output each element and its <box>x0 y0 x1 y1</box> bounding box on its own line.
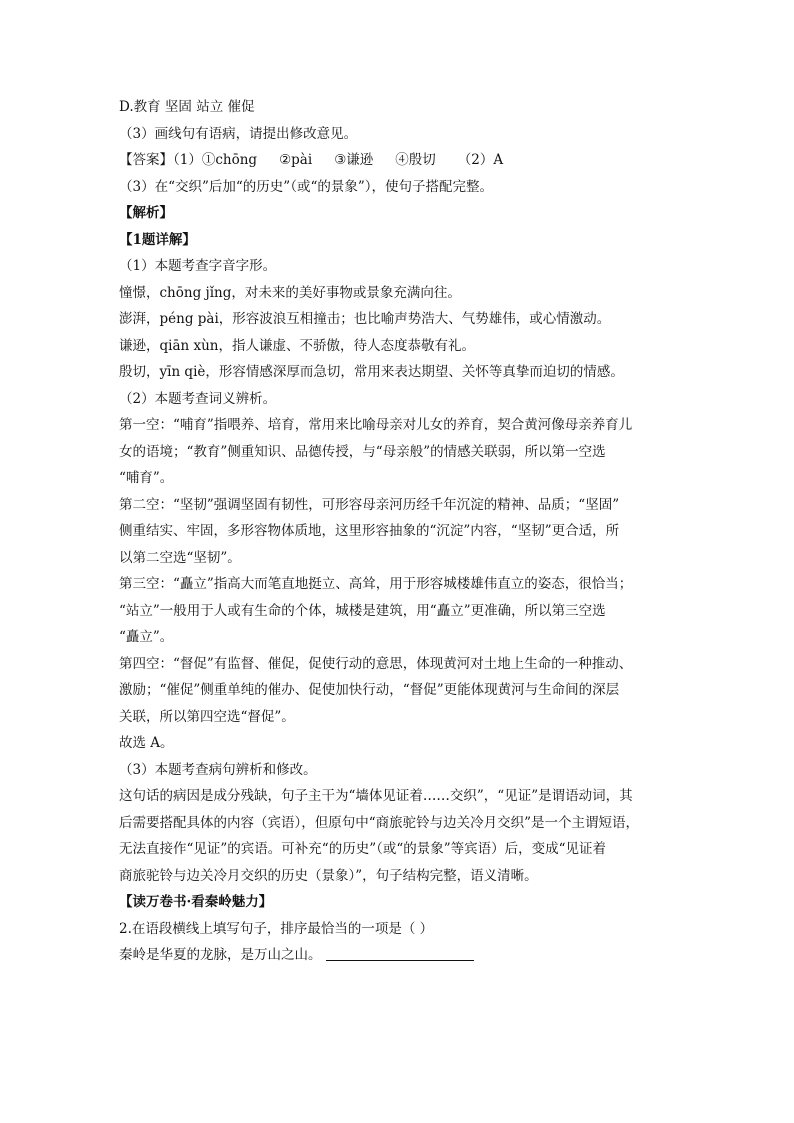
paragraph-line: 女的语境；“教育”侧重知识、品德传授，与“母亲般”的情感关联弱，所以第一空选 <box>119 443 606 460</box>
answer-blank <box>326 946 474 961</box>
fill-line <box>119 944 679 971</box>
answer-part-2: ②pài <box>279 152 313 168</box>
answer-part-5: （2）A <box>457 152 504 168</box>
paragraph-line: “哺育”。 <box>119 470 174 486</box>
question-3: （3）画线句有语病，请提出修改意见。 <box>119 125 358 142</box>
paragraph-line: 第一空：“哺育”指喂养、培育，常用来比喻母亲对儿女的养育，契合黄河像母亲养育儿 <box>119 417 633 433</box>
paragraph-line: 谦逊，qiān xùn，指人谦虚、不骄傲，待人态度恭敬有礼。 <box>119 337 475 354</box>
paragraph-line: 以第二空选“坚韧”。 <box>119 549 241 566</box>
paragraph-line: 这句话的病因是成分残缺，句子主干为“墙体见证着……交织”，“见证”是谓语动词，其 <box>119 788 633 804</box>
paragraph-line: 憧憬，chōng jǐng，对未来的美好事物或景象充满向往。 <box>119 284 461 301</box>
document-page <box>119 96 679 971</box>
paragraph-line: 关联，所以第四空选“督促”。 <box>119 708 295 725</box>
answer-part-4: ④殷切 <box>395 152 436 168</box>
paragraph-line: 第四空：“督促”有监督、催促，促使行动的意思，体现黄河对土地上生命的一种推动、 <box>119 655 633 672</box>
answer-line <box>119 149 679 176</box>
answer-part-1: 【答案】（1）①chōng <box>119 152 258 168</box>
paragraph-line: 激励；“催促”侧重单纯的催办、促使加快行动，“督促”更能体现黄河与生命间的深层 <box>119 682 620 698</box>
answer-part-3: ③谦逊 <box>334 152 374 168</box>
paragraph-line: 侧重结实、牢固，多形容物体质地，这里形容抽象的“沉淀”内容，“坚韧”更合适，所 <box>119 523 620 539</box>
paragraph-line: 殷切，yīn qiè，形容情感深厚而急切，常用来表达期望、关怀等真挚而迫切的情感。 <box>119 364 624 380</box>
paragraph-line: 商旅驼铃与边关冷月交织的历史（景象）”，句子结构完整，语义清晰。 <box>119 867 538 884</box>
section-heading: 【读万卷书·看秦岭魅力】 <box>119 894 273 910</box>
paragraph-line: 第三空：“矗立”指高大而笔直地挺立、高耸，用于形容城楼雄伟直立的姿态，很恰当； <box>119 576 633 592</box>
paragraph-line: 无法直接作“见证”的宾语。可补充“的历史”（或“的景象”等宾语）后，变成“见证着 <box>119 841 607 857</box>
paragraph-line: （1）本题考查字音字形。 <box>119 258 277 274</box>
paragraph-line: “站立”一般用于人或有生命的个体，城楼是建筑，用“矗立”更准确，所以第三空选 <box>119 602 606 619</box>
paragraph-line: 第二空：“坚韧”强调坚固有韧性，可形容母亲河历经千年沉淀的精神、品质；“坚固” <box>119 496 620 513</box>
analysis-heading: 【解析】 <box>119 205 173 221</box>
detail-heading: 【1题详解】 <box>119 231 196 248</box>
paragraph-line: “矗立”。 <box>119 629 174 645</box>
paragraph-line: 故选 A。 <box>119 735 174 751</box>
paragraph-line: 后需要搭配具体的内容（宾语），但原句中“商旅驼铃与边关冷月交织”是一个主谓短语， <box>119 814 640 831</box>
paragraph-line: （2）本题考查词义辨析。 <box>119 390 277 407</box>
answer-3: （3）在“交织”后加“的历史”（或“的景象”），使句子搭配完整。 <box>119 178 493 195</box>
fill-prompt: 秦岭是华夏的龙脉，是万山之山。 <box>119 947 322 963</box>
paragraph-line: （3）本题考查病句辨析和修改。 <box>119 761 317 778</box>
paragraph-line: 澎湃，péng pài，形容波浪互相撞击；也比喻声势浩大、气势雄伟，或心情激动。 <box>119 311 611 327</box>
option-d: D.教育 坚固 站立 催促 <box>119 99 255 115</box>
question-2: 2.在语段横线上填写句子，排序最恰当的一项是（ ） <box>119 920 434 937</box>
